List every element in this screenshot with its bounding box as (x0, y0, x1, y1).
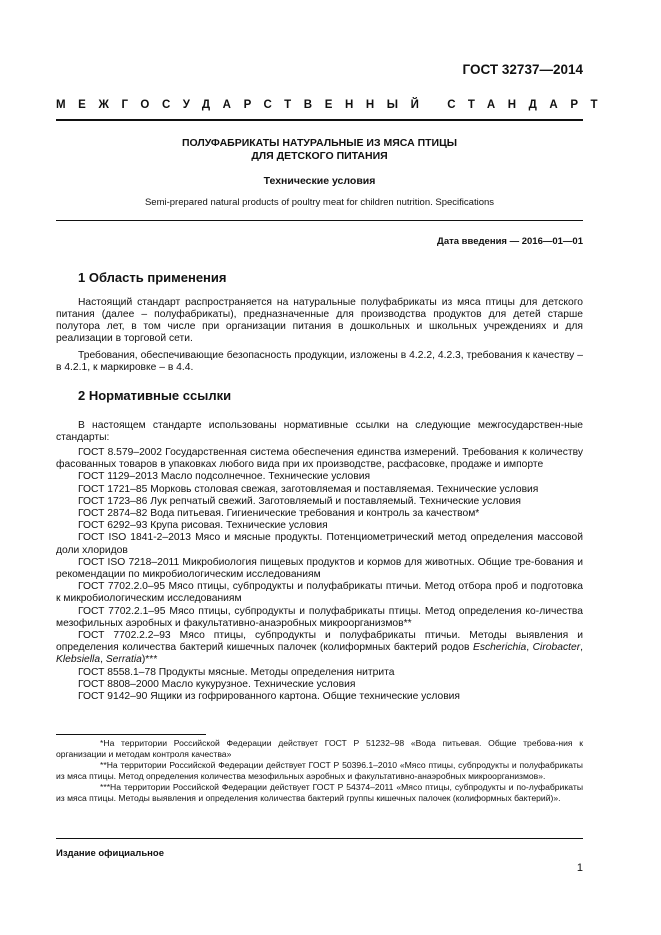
title-rule (56, 220, 583, 221)
genus-cirobacter: Cirobacter (532, 642, 581, 654)
title-line-1: ПОЛУФАБРИКАТЫ НАТУРАЛЬНЫЕ ИЗ МЯСА ПТИЦЫ (181, 137, 458, 149)
document-title (56, 137, 583, 163)
title-line-2: ДЛЯ ДЕТСКОГО ПИТАНИЯ (251, 150, 388, 162)
english-title: Semi-prepared natural products of poultry meat for children nutrition. Specifications (144, 197, 495, 208)
document-subtitle: Технические условия (263, 175, 376, 187)
section-2-intro: В настоящем стандарте использованы нормативные ссылки на следующие межгосударствен-ные стандарты: (56, 420, 583, 443)
reference-item: ГОСТ 6292–93 Крупа рисовая. Технические условия (78, 520, 328, 532)
genus-klebsiella: Klebsiella (56, 654, 101, 666)
page-number: 1 (576, 862, 583, 874)
reference-item: ГОСТ 1721–85 Морковь столовая свежая, заготовляемая и поставляемая. Технические условия (78, 483, 539, 495)
footnote-mark: ** (100, 760, 107, 770)
reference-item: ГОСТ 7702.2.1–95 Мясо птицы, субпродукты и полуфабрикаты птицы. Метод определения ко-личества мезофильных аэробных и факультативно-анаэробных микроорганизмов** (56, 605, 583, 629)
reference-item: ГОСТ 8558.1–78 Продукты мясные. Методы определения нитрита (78, 666, 395, 678)
normative-references-list (56, 447, 583, 703)
reference-item-7702-2-2: ГОСТ 7702.2.2–93 Мясо птицы, субпродукты и полуфабрикаты птичьи. Методы выявления и определения количества бактерий кишечных палочек (колиформных бактерий родов Escherichia, Cirobacter, Klebsiella, Serratia)*** (56, 630, 583, 666)
reference-item: ГОСТ 1129–2013 Масло подсолнечное. Технические условия (78, 471, 371, 483)
gost-code: ГОСТ 32737—2014 (462, 62, 583, 77)
footnote: *На территории Российской Федерации действует ГОСТ Р 51232–98 «Вода питьевая. Общие требова-ния к организации и методам контроля качества» (56, 738, 583, 759)
section-1-heading: 1 Область применения (78, 270, 227, 285)
footnotes-list (56, 738, 583, 804)
section-1-paragraph-1: Настоящий стандарт распространяется на натуральные полуфабрикаты из мяса птицы для детского питания (далее – полуфабрикаты), предназначенные для производства продуктов для детей старше полутора лет, в том числе при организации питания в дошкольных и школьных учреждениях и для реализации в торговой сети. (56, 297, 583, 344)
reference-item: ГОСТ ISO 7218–2011 Микробиология пищевых продуктов и кормов для животных. Общие тре-бования и рекомендации по микробиологическим исследованиям (56, 556, 583, 581)
genus-escherichia: Escherichia (472, 642, 527, 654)
footnote-mark: *** (100, 782, 111, 792)
section-2-heading: 2 Нормативные ссылки (78, 388, 232, 403)
reference-item: ГОСТ 1723–86 Лук репчатый свежий. Заготовляемый и поставляемый. Технические условия (78, 495, 521, 507)
footnote-rule (56, 734, 206, 735)
footer-rule (56, 838, 583, 839)
reference-item: ГОСТ 8.579–2002 Государственная система обеспечения единства измерений. Требования к количеству фасованных товаров в упаковках любого вида при их производстве, расфасовке, продаже и импорте (56, 447, 583, 471)
reference-item: ГОСТ 9142–90 Ящики из гофрированного картона. Общие технические условия (78, 691, 461, 703)
reference-item: ГОСТ ISO 1841-2–2013 Мясо и мясные продукты. Потенциометрический метод определения массовой доли хлоридов (56, 532, 583, 556)
official-edition-label: Издание официальное (56, 848, 164, 859)
header-rule (56, 119, 583, 121)
introduction-date: Дата введения — 2016—01—01 (437, 236, 583, 247)
footnote: ***На территории Российской Федерации действует ГОСТ Р 54374–2011 «Мясо птицы, субпродукты и по-луфабрикаты из мяса птицы. Методы выявления и определения количества бактерий группы кишечных палочек (колиформных бактерий)». (56, 782, 583, 803)
reference-item: ГОСТ 2874–82 Вода питьевая. Гигиенические требования и контроль за качеством* (78, 508, 480, 520)
section-1-paragraph-2: Требования, обеспечивающие безопасность продукции, изложены в 4.2.2, 4.2.3, требования к качеству – в 4.2.1, к маркировке – в 4.4. (56, 350, 583, 373)
genus-serratia: Serratia (105, 654, 142, 666)
interstate-standard-label: МЕЖГОСУДАРСТВЕННЫЙ СТАНДАРТ (56, 99, 611, 111)
footnote: **На территории Российской Федерации действует ГОСТ Р 50396.1–2010 «Мясо птицы, субпродукты и полуфабрикаты из мяса птицы. Метод определения количества мезофильных аэробных и факультативно-анаэробных микроорганизмов». (56, 760, 583, 781)
reference-item: ГОСТ 8808–2000 Масло кукурузное. Технические условия (78, 678, 356, 690)
footnote-mark: * (100, 738, 104, 748)
reference-item: ГОСТ 7702.2.0–95 Мясо птицы, субпродукты и полуфабрикаты птичьи. Метод отбора проб и подготовка к микробиологическим исследованиям (56, 581, 583, 605)
